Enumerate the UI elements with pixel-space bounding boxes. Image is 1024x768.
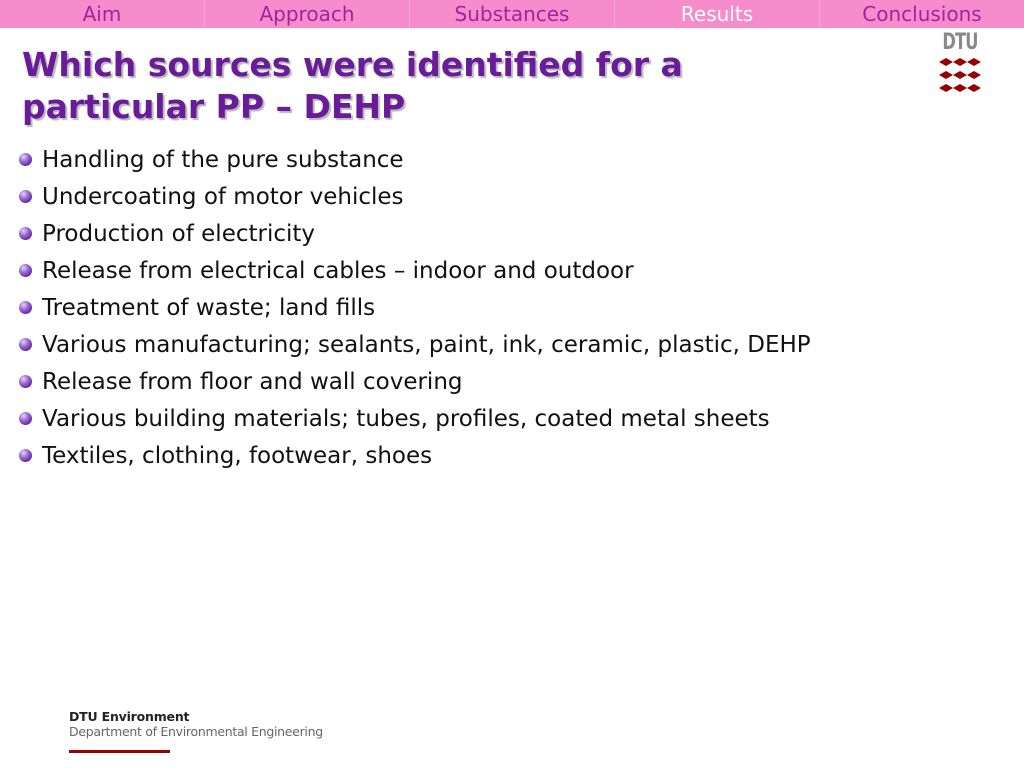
list-item [18,363,811,400]
footer [69,709,329,753]
bullet-dot-icon [19,153,32,166]
nav-tab-aim[interactable]: Aim [0,0,205,28]
footer-divider [69,750,170,753]
bullet-list [18,141,811,474]
list-item-text: Undercoating of motor vehicles [42,183,404,210]
list-item [18,326,811,363]
bullet-dot-icon [19,449,32,462]
dtu-logo-icon [938,58,982,92]
list-item-text: Various building materials; tubes, profiles, coated metal sheets [42,405,770,432]
section-nav [0,0,1024,28]
dtu-logo-wordmark: DTU [942,30,978,55]
slide-title: Which sources were identified for a particular PP – DEHP [22,45,683,126]
list-item-text: Various manufacturing; sealants, paint, ink, ceramic, plastic, DEHP [42,331,811,358]
footer-dept: Department of Environmental Engineering [69,724,323,739]
bullet-dot-icon [19,190,32,203]
nav-tab-approach[interactable]: Approach [205,0,410,28]
nav-tab-results[interactable]: Results [615,0,820,28]
list-item-text: Release from electrical cables – indoor and outdoor [42,257,634,284]
list-item [18,141,811,178]
list-item-text: Production of electricity [42,220,316,247]
list-item [18,289,811,326]
list-item [18,252,811,289]
list-item-text: Textiles, clothing, footwear, shoes [42,442,433,469]
list-item [18,400,811,437]
nav-tab-substances[interactable]: Substances [410,0,615,28]
list-item-text: Treatment of waste; land fills [42,294,376,321]
footer-org: DTU Environment [69,709,190,724]
bullet-dot-icon [19,412,32,425]
bullet-dot-icon [19,301,32,314]
list-item [18,178,811,215]
list-item [18,437,811,474]
bullet-dot-icon [19,227,32,240]
bullet-dot-icon [19,338,32,351]
list-item [18,215,811,252]
list-item-text: Release from floor and wall covering [42,368,463,395]
bullet-dot-icon [19,264,32,277]
dtu-logo [938,31,982,93]
bullet-dot-icon [19,375,32,388]
nav-tab-conclusions[interactable]: Conclusions [862,2,982,26]
list-item-text: Handling of the pure substance [42,146,404,173]
